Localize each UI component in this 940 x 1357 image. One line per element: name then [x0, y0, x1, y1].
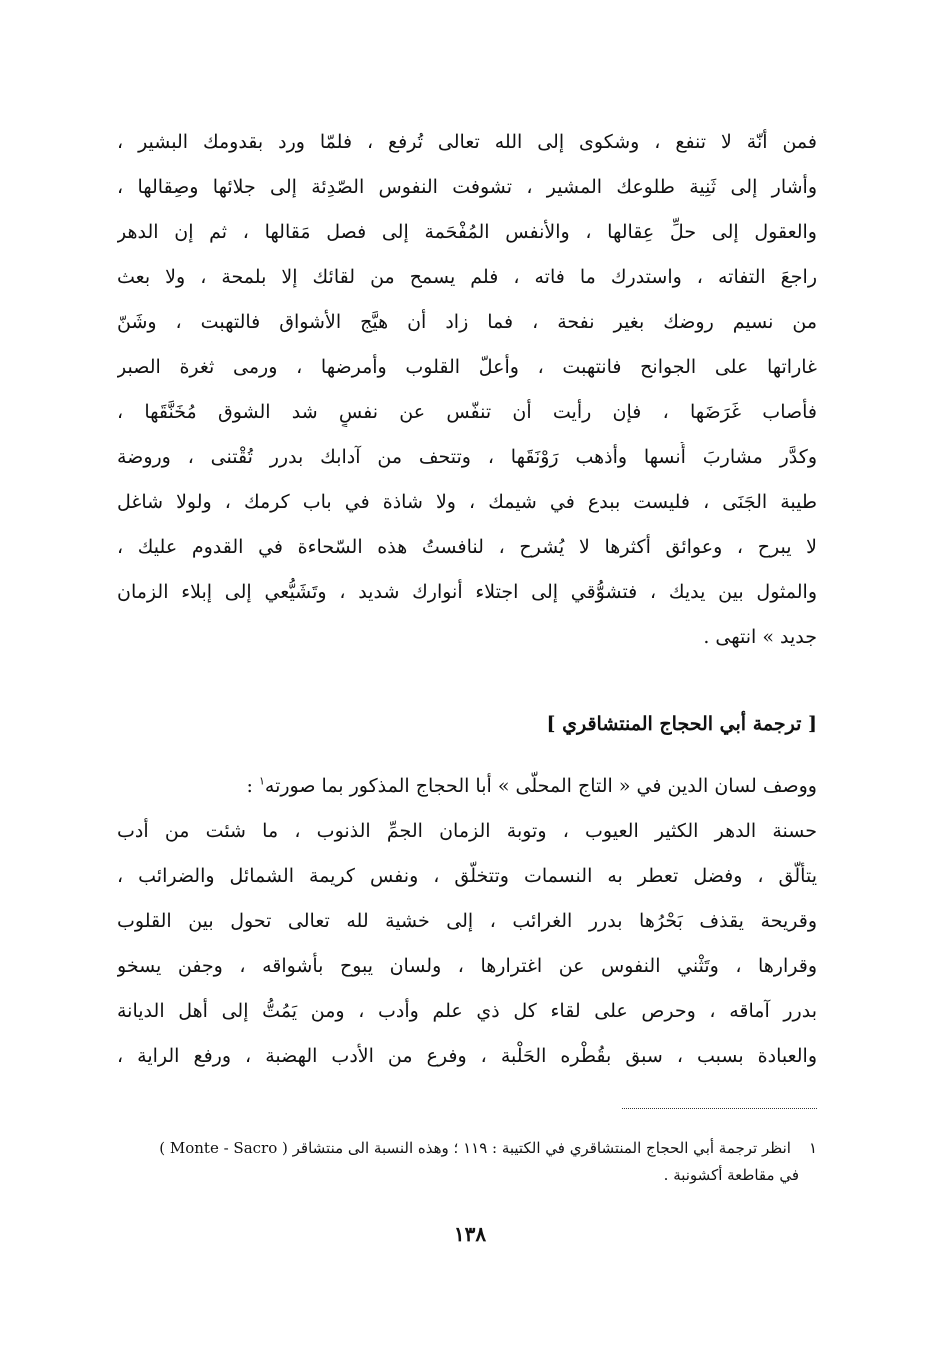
paragraph-first-line: [157, 771, 817, 801]
footnote-marker: ١: [258, 774, 265, 788]
text-line: يتألّق ، وفضل تعطر به النسمات وتتخلّق ، ونفس كريمة الشمائل والضرائب ،: [117, 865, 817, 887]
text-line: غاراتها على الجوانح فانتهبت ، وأعلّ القلوب وأمرضها ، ورمى ثغرة الصبر: [117, 356, 817, 378]
paragraph-first-text: ووصف لسان الدين في « التاج المحلّى » أبا الحجاج المذكور بما صورته: [264, 775, 817, 797]
text-line: من نسيم روضك بغير نفحة ، فما زاد أن هيَّج الأشواق فالتهبت ، وشَنّ: [117, 311, 817, 333]
text-line: حسنة الدهر الكثير العيوب ، وتوبة الزمان الجمِّ الذنوب ، ما شئت من أدب: [117, 820, 817, 842]
text-line: راجعَ التفاته ، واستدرك ما فاته ، فلم يسمح من لقائك إلا بلمحة ، ولا بعث: [117, 266, 817, 288]
text-line: وقريحة يقذف بَحْرُها بدرر الغرائب ، إلى خشية لله تعالى تحول بين القلوب: [117, 910, 817, 932]
text-line: بدرر آماقه ، وحرص على لقاء كل ذي علم وأدب ، ومن يَمُتُّ إلى أهل الديانة: [117, 1000, 817, 1022]
text-line: جديد » انتهى .: [703, 626, 817, 648]
text-line: فمن أنّة لا تنفع ، وشكوى إلى الله تعالى تُرفع ، فلمّا ورد بقدومك البشير ،: [117, 131, 817, 153]
page-number: ١٣٨: [453, 1222, 487, 1246]
paragraph-first-end: :: [246, 775, 259, 797]
text-line: والمثول بين يديك ، فتشوُّقي إلى اجتلاء أنوارك شديد ، وتَشَيُّعي إلى إبلاء الزمان: [117, 581, 817, 603]
text-line: والعبادة بسبب ، سبق بقُطْره الحَلْبة ، وفرع من الأدب الهضبة ، ورفع الراية ،: [117, 1045, 817, 1067]
text-line: والعقول إلى حلِّ عِقالها ، والأنفس المُفْحَمة إلى فصل مَقالها ، ثم إن الدهر: [117, 221, 817, 243]
text-line: لا يبرح ، وعوائق أكثرها لا يُشرح ، لنافستُ هذه السّحاءة في القدوم عليك ،: [117, 536, 817, 558]
text-line: وأشار إلى ثَنِية طلوعك المشير ، تشوفت النفوس الصّدِئة إلى جلائها وصِقالها ،: [117, 176, 817, 198]
text-line: طيبة الجَنَى ، فليست ببدع في شيمك ، ولا شاذة في باب كرمك ، ولولا شاغل: [117, 491, 817, 513]
footnote-text: انظر ترجمة أبي الحجاج المنتشاقري في الكتيبة : ١١٩ ؛ وهذه النسبة الى منتشاقر ( Monte - Sacro ): [159, 1139, 791, 1157]
text-line: فأصاب غَرَضَها ، فإن رأيت أن تنفّس عن نفسٍ شد الشوق مُخَنَّقَها ،: [117, 401, 817, 423]
footnote-separator: [622, 1108, 817, 1109]
text-line: وقرارها ، وتَثْني النفوس عن اغترارها ، ولسان يبوح بأشواقه ، وجفن يسخو: [117, 955, 817, 977]
text-line: وكدَّر مشاربَ أُنسها وأذهب رَوْنَقَها ، وتتحف من آدابك بدرر تُقْتنى ، وروضة: [117, 446, 817, 468]
footnote-line: في مقاطعة أكشونبة .: [663, 1166, 799, 1184]
footnote-line: [117, 1136, 817, 1160]
footnote-number: ١: [808, 1139, 817, 1157]
section-heading: [ ترجمة أبي الحجاج المنتشاقري ]: [546, 713, 817, 735]
